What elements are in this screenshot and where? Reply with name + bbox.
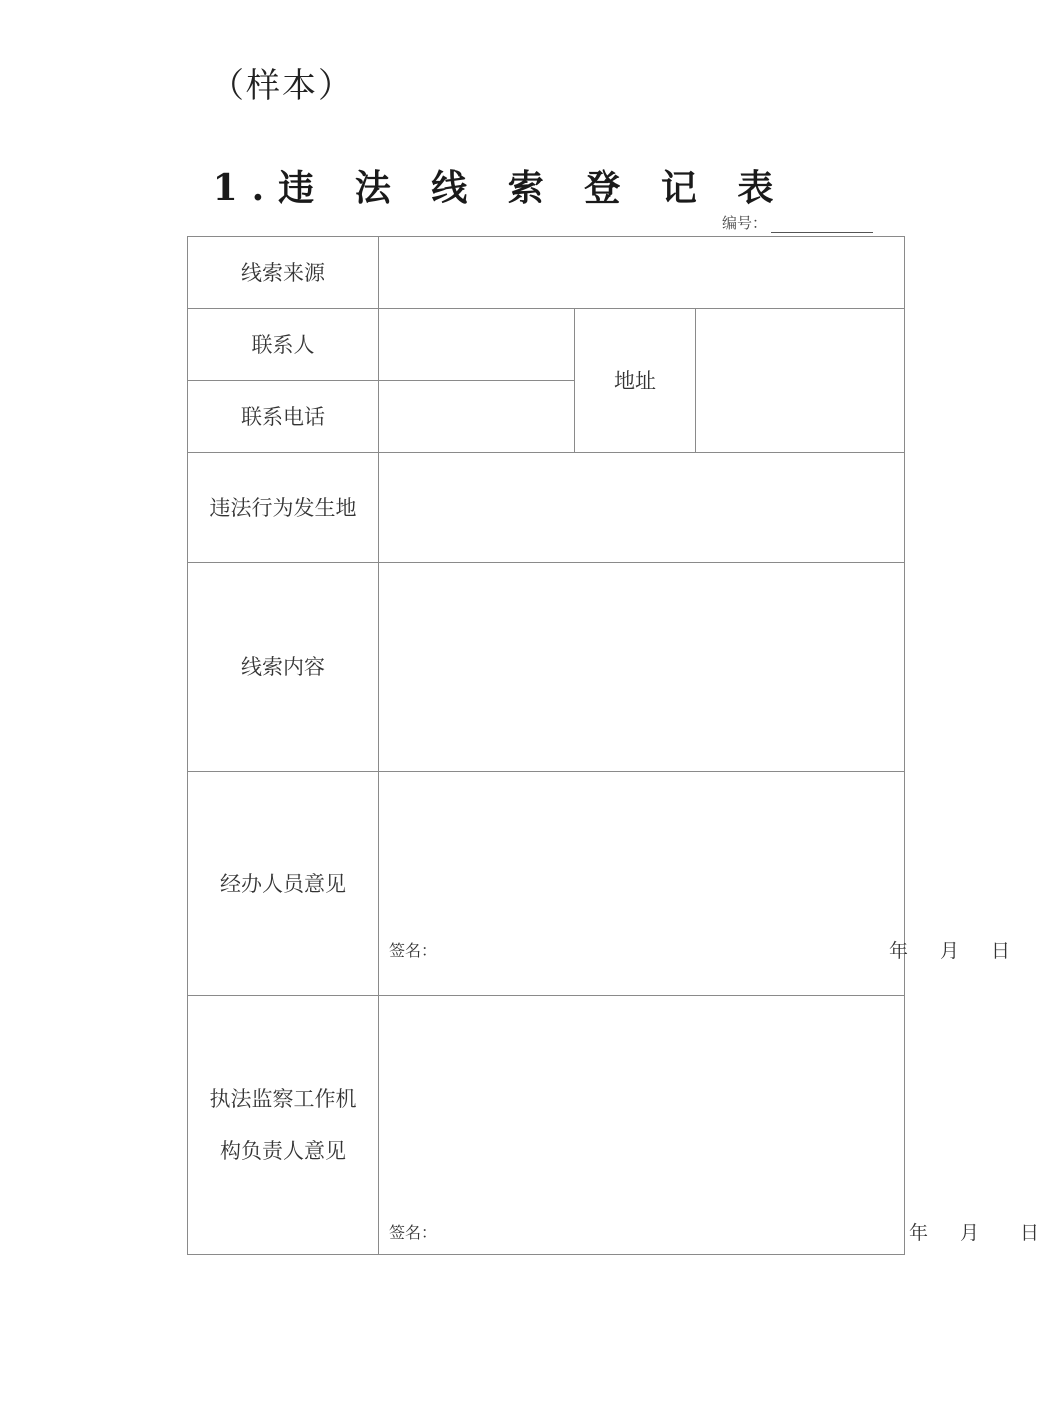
- location-field[interactable]: [379, 453, 905, 563]
- handler-month-label: 月: [940, 940, 960, 962]
- serial-blank[interactable]: [771, 216, 873, 233]
- handler-signature-label: 签名：: [389, 941, 438, 960]
- supervisor-year-label: 年: [909, 1222, 929, 1244]
- address-field[interactable]: [696, 309, 905, 453]
- content-field[interactable]: [379, 563, 905, 772]
- supervisor-day-label: 日: [1020, 1222, 1039, 1244]
- form-title: 1.违 法 线 索 登 记 表: [212, 167, 788, 209]
- address-label: 地址: [575, 309, 696, 453]
- sample-label: （样本）: [210, 66, 354, 106]
- supervisor-opinion-field[interactable]: [379, 996, 1039, 1255]
- handler-opinion-label: 经办人员意见: [188, 772, 379, 996]
- registration-form: [187, 236, 1039, 1255]
- phone-label: 联系电话: [188, 381, 379, 453]
- supervisor-opinion-label: [188, 996, 379, 1255]
- handler-day-label: 日: [991, 940, 1011, 962]
- supervisor-opinion-label-line1: 执法监察工作机: [209, 1087, 357, 1111]
- location-label: 违法行为发生地: [188, 453, 379, 563]
- supervisor-opinion-label-line2: 构负责人意见: [220, 1139, 346, 1163]
- supervisor-signature-label: 签名：: [389, 1223, 438, 1242]
- content-label: 线索内容: [188, 563, 379, 772]
- contact-label: 联系人: [188, 309, 379, 381]
- source-label: 线索来源: [188, 237, 379, 309]
- supervisor-month-label: 月: [960, 1222, 980, 1244]
- handler-opinion-field[interactable]: [379, 772, 1011, 996]
- source-field[interactable]: [379, 237, 905, 309]
- phone-field[interactable]: [379, 381, 575, 453]
- handler-year-label: 年: [889, 940, 909, 962]
- serial-number: [722, 212, 873, 233]
- contact-field[interactable]: [379, 309, 575, 381]
- serial-label: 编号：: [722, 214, 768, 232]
